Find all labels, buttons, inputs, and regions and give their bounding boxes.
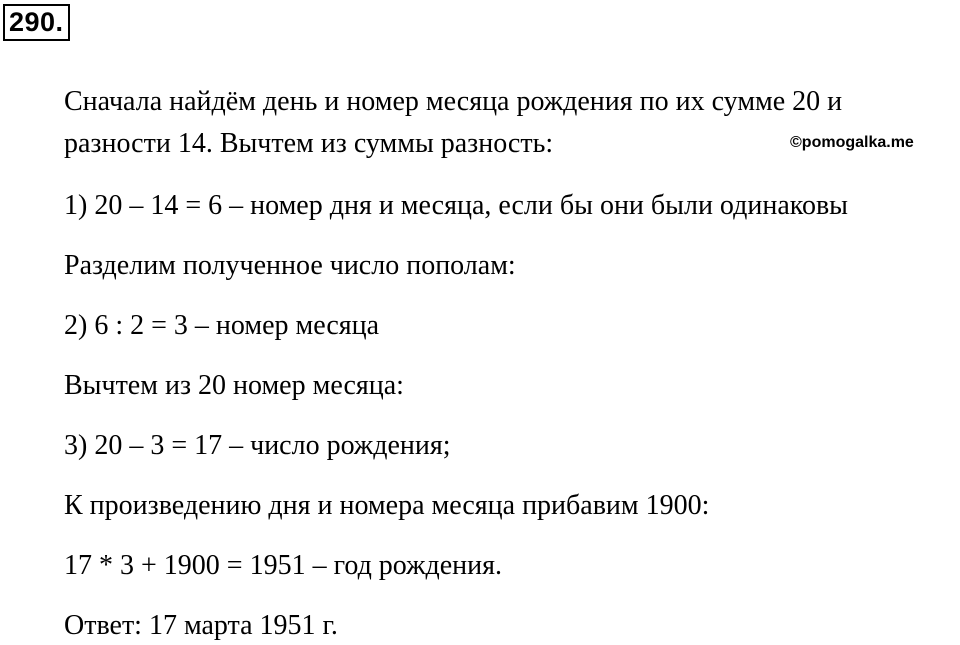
solution-line-intro-continued: разности 14. Вычтем из суммы разность: <box>64 128 554 159</box>
solution-explanation-2: Разделим полученное число пополам: <box>64 250 516 281</box>
solution-step-2: 2) 6 : 2 = 3 – номер месяца <box>64 310 380 341</box>
solution-step-1: 1) 20 – 14 = 6 – номер дня и месяца, если бы они были одинаковы <box>64 190 848 221</box>
watermark-text: ©pomogalka.me <box>790 134 914 151</box>
solution-line-intro: Сначала найдём день и номер месяца рождения по их сумме 20 и <box>64 86 843 117</box>
solution-explanation-4: К произведению дня и номера месяца прибавим 1900: <box>64 490 710 521</box>
solution-answer: Ответ: 17 марта 1951 г. <box>64 610 338 641</box>
task-number-badge: 290. <box>3 4 70 41</box>
solution-step-3: 3) 20 – 3 = 17 – число рождения; <box>64 430 451 461</box>
solution-explanation-3: Вычтем из 20 номер месяца: <box>64 370 404 401</box>
solution-step-4: 17 * 3 + 1900 = 1951 – год рождения. <box>64 550 502 581</box>
